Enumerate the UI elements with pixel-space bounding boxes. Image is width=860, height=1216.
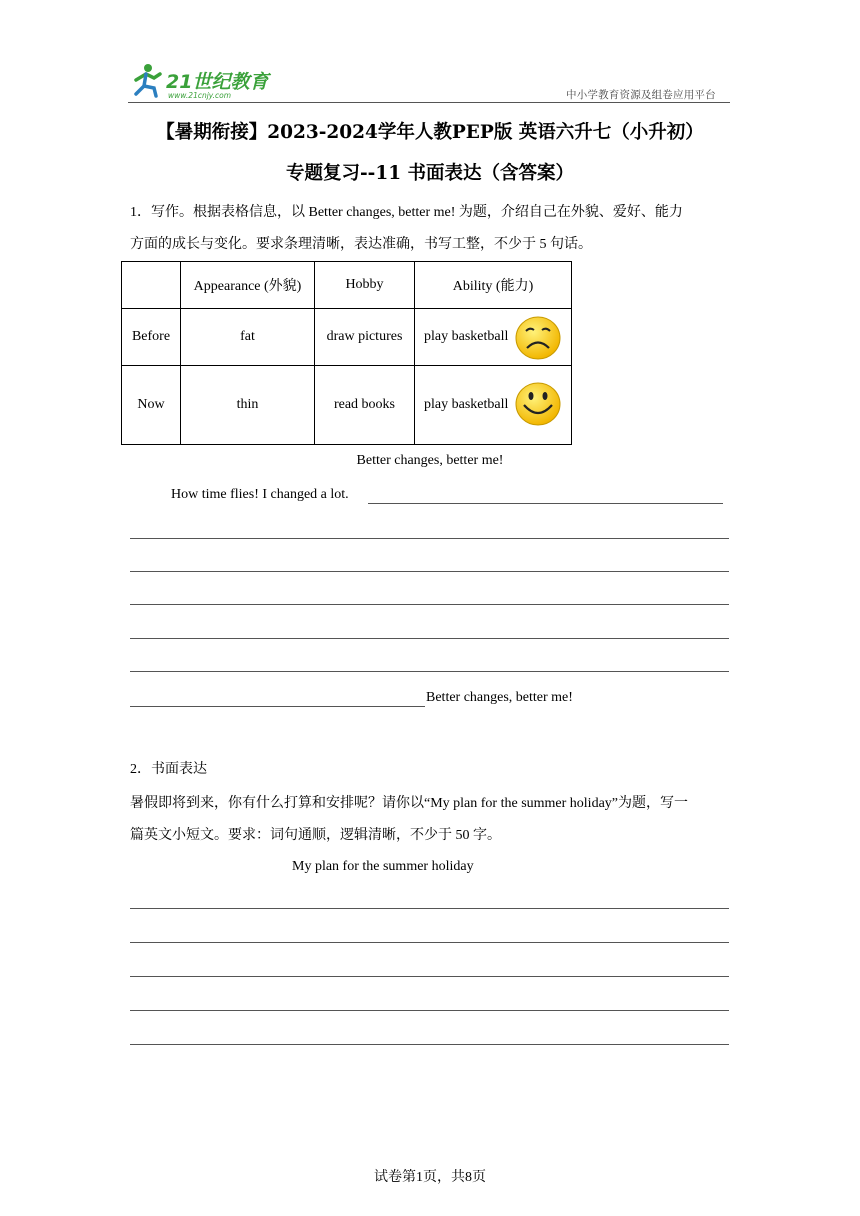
q1-opening-sentence: How time flies! I changed a lot. — [171, 487, 349, 502]
writing-line — [130, 706, 425, 707]
q2-instruction-line2: 篇英文小短文。要求：词句通顺，逻辑清晰，不少于 50 字。 — [130, 828, 501, 843]
logo-url: www.21cnjy.com — [168, 91, 232, 100]
runner-icon — [136, 64, 160, 96]
table-cell-label: Before — [122, 309, 181, 366]
writing-line — [368, 503, 723, 504]
happy-face-icon — [514, 381, 562, 427]
page-title-line1: 【暑期衔接】2023-2024学年人教PEP版 英语六升七（小升初） — [156, 122, 704, 143]
writing-line — [130, 1044, 729, 1045]
sad-face-icon — [514, 315, 562, 361]
q1-closing-sentence: Better changes, better me! — [426, 690, 573, 705]
table-cell-ability: play basketball — [415, 366, 572, 445]
site-logo — [128, 62, 278, 100]
site-tagline: 中小学教育资源及组卷应用平台 — [566, 89, 716, 101]
table-row — [122, 309, 572, 366]
table-cell-hobby: draw pictures — [315, 309, 415, 366]
table-cell-ability: play basketball — [415, 309, 572, 366]
writing-line — [130, 538, 729, 539]
table-header-cell: Hobby — [315, 262, 415, 309]
table-cell-appearance: fat — [181, 309, 315, 366]
q2-instruction-line1: 暑假即将到来，你有什么打算和安排呢？请你以“My plan for the summer holiday”为题，写一 — [130, 796, 689, 811]
writing-line — [130, 976, 729, 977]
table-row — [122, 366, 572, 445]
q2-essay-title: My plan for the summer holiday — [292, 859, 474, 874]
table-header-cell: Ability (能力) — [415, 262, 572, 309]
info-table — [121, 261, 572, 445]
writing-line — [130, 1010, 729, 1011]
page-title-line2: 专题复习--11 书面表达（含答案） — [285, 163, 575, 184]
writing-line — [130, 638, 729, 639]
writing-line — [130, 604, 729, 605]
q1-essay-title: Better changes, better me! — [356, 453, 504, 468]
writing-line — [130, 942, 729, 943]
table-cell-appearance: thin — [181, 366, 315, 445]
table-header-cell: Appearance (外貌) — [181, 262, 315, 309]
writing-line — [130, 908, 729, 909]
table-header-cell — [122, 262, 181, 309]
q2-title: 2．书面表达 — [130, 762, 207, 777]
writing-line — [130, 671, 729, 672]
logo-text: 21世纪教育 — [166, 71, 269, 93]
page-number: 试卷第1页，共8页 — [374, 1170, 486, 1185]
table-cell-hobby: read books — [315, 366, 415, 445]
writing-line — [130, 571, 729, 572]
q1-instruction-line1: 1．写作。根据表格信息，以 Better changes, better me! 为题，介绍自己在外貌、爱好、能力 — [130, 205, 683, 220]
table-header-row — [122, 262, 572, 309]
table-cell-label: Now — [122, 366, 181, 445]
q1-instruction-line2: 方面的成长与变化。要求条理清晰，表达准确，书写工整，不少于 5 句话。 — [130, 237, 592, 252]
header-divider — [128, 102, 730, 103]
